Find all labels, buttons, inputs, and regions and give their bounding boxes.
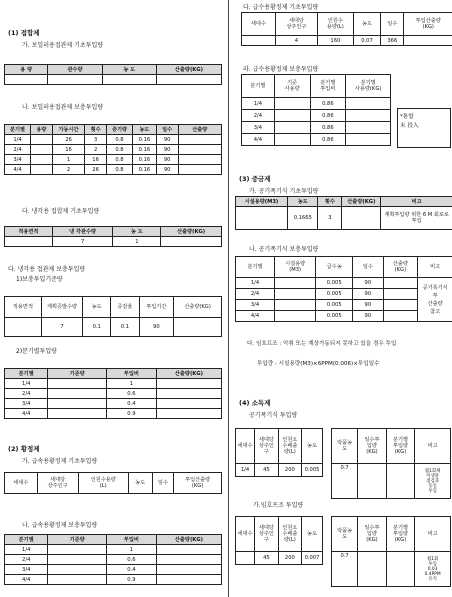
- table-cell: 0.7: [332, 464, 358, 499]
- table-header-cell: 세대당 상주인 구: [255, 429, 278, 464]
- table-header-cell: 농도: [302, 429, 323, 464]
- table-cell: [48, 399, 107, 409]
- table-cell: [178, 135, 221, 145]
- table-cell: [178, 155, 221, 165]
- table-header-cell: 기준 사용량: [274, 75, 310, 98]
- table-row: [5, 135, 222, 145]
- table-row: [5, 409, 222, 419]
- table-row: [236, 464, 323, 477]
- table-cell: [48, 565, 107, 575]
- table-cell: 0.86: [310, 98, 346, 110]
- table-header-cell: 세대수: [5, 473, 38, 494]
- table-header-cell: 증기량: [106, 125, 132, 135]
- table-header-cell: 분기별: [5, 535, 48, 545]
- table-header-cell: 증감율: [111, 297, 139, 318]
- table-row: [5, 399, 222, 409]
- table-cell: [5, 237, 53, 247]
- table-cell: [274, 110, 310, 122]
- table-cell: 90: [353, 289, 383, 300]
- table-11-header: [236, 257, 452, 278]
- table-2: [4, 124, 222, 175]
- section-2a-title: 가. 급속용황정제 기초투입량: [22, 458, 98, 465]
- table-cell: [383, 311, 418, 322]
- table-row: [5, 237, 222, 247]
- table-cell: [48, 409, 107, 419]
- table-9: [241, 74, 391, 146]
- table-cell: 366: [381, 36, 404, 46]
- table-cell: 90: [353, 278, 383, 289]
- table-row: [5, 389, 222, 399]
- table-6: [4, 472, 222, 494]
- table-1-header: [5, 65, 222, 75]
- table-row: [332, 464, 451, 499]
- table-4: [4, 296, 222, 337]
- table-cell: 200: [278, 552, 301, 565]
- table-cell: [48, 389, 107, 399]
- table-5: [4, 368, 222, 419]
- table-header-cell: 기준량: [48, 535, 107, 545]
- section-a-title: 다. 급수용황정제 기초투입량: [243, 4, 319, 11]
- table-cell: 0.16: [132, 145, 156, 155]
- table-header-cell: 세대당 상주인구: [37, 473, 78, 494]
- table-7-header: [5, 535, 222, 545]
- table-cell: 0.8: [106, 165, 132, 175]
- table-header-cell: 세대수: [236, 429, 255, 464]
- table-row: [242, 134, 391, 146]
- section-4b-title: 가.임호프조 투입량: [253, 502, 304, 509]
- table-cell: [48, 379, 107, 389]
- table-cell: [242, 36, 276, 46]
- table-row: [5, 575, 222, 585]
- table-cell: 3/4: [242, 122, 275, 134]
- table-cell: 1/4: [236, 278, 275, 289]
- table-header-cell: 산출량 (KG): [383, 257, 418, 278]
- table-header-cell: 산출량(KG): [156, 65, 221, 75]
- table-header-cell: 탁품농 도: [332, 517, 358, 552]
- table-header-cell: 산출량: [178, 125, 221, 135]
- table-header-cell: 농도: [128, 473, 152, 494]
- section-3c-formula: 투입량 : 시설용량(M3)×6PPM(0.006)×투입일수: [257, 361, 380, 367]
- table-header-cell: 비고: [418, 257, 452, 278]
- table-header-cell: 세대당 상주인 구: [255, 517, 278, 552]
- table-cell: 0.005: [316, 289, 353, 300]
- table-cell: [346, 122, 391, 134]
- table-cell: 0.16: [132, 135, 156, 145]
- table-header-cell: 일수투 입량 (KG): [358, 429, 387, 464]
- table-cell: [274, 122, 310, 134]
- table-header-cell: 냉 각관수량: [52, 227, 113, 237]
- table-cell: [236, 207, 288, 230]
- table-cell: 0.005: [316, 311, 353, 322]
- table-header-cell: 산출량(KG): [161, 227, 222, 237]
- table-cell: [346, 98, 391, 110]
- table-cell: [383, 289, 418, 300]
- table-cell: [346, 134, 391, 146]
- table-cell: [386, 464, 415, 499]
- table-cell: 4/4: [236, 311, 275, 322]
- table-cell: 2: [85, 145, 107, 155]
- table-cell: [156, 389, 221, 399]
- table-cell: 0.8: [106, 145, 132, 155]
- table-cell: 1/4: [236, 464, 255, 477]
- table-header-cell: 분기별 투입비: [310, 75, 346, 98]
- table-row: [5, 545, 222, 555]
- table-header-cell: 산출량(KG): [342, 197, 381, 207]
- table-cell: [31, 165, 53, 175]
- table-header-cell: 일수: [381, 13, 404, 36]
- table-cell: [48, 575, 107, 585]
- table-header-cell: 투입산출량 (KG): [404, 13, 452, 36]
- table-cell: [236, 552, 255, 565]
- table-header-cell: 농도: [132, 125, 156, 135]
- table-cell: 4/4: [5, 409, 48, 419]
- table-header-cell: 가동시간: [52, 125, 85, 135]
- table-cell: 0.1: [111, 318, 139, 337]
- table-row: [5, 565, 222, 575]
- table-4-header: [5, 297, 222, 318]
- table-header-cell: 인원오 수배출 량(L): [278, 429, 301, 464]
- table-header-cell: 분기별 투입량 (KG): [386, 429, 415, 464]
- table-header-cell: 농도: [288, 197, 318, 207]
- table-cell: 45: [255, 552, 278, 565]
- table-header-cell: 세대수: [242, 13, 276, 36]
- table-cell: [346, 110, 391, 122]
- table-cell: [274, 98, 310, 110]
- section-4-title: (4) 소독제: [239, 399, 271, 407]
- table-cell: [48, 545, 107, 555]
- table-cell: 7: [52, 237, 113, 247]
- table-row: [332, 552, 451, 587]
- section-1b-title: 나. 보일러용접관제 보충투입량: [22, 104, 104, 111]
- table-13b-header: [332, 517, 451, 552]
- table-header-cell: 분기별: [242, 75, 275, 98]
- section-1a-title: 가. 보일러용접관제 기초투입량: [22, 42, 104, 49]
- table-cell: 1/4: [5, 135, 31, 145]
- section-1c-title: 다. 냉각용 접합제 기초투입량: [22, 208, 100, 215]
- table-11-note: 공기폭기식 투 산출량 참고: [418, 278, 452, 322]
- table-cell: 1/4: [242, 98, 275, 110]
- table-cell: [156, 575, 221, 585]
- table-cell: [156, 379, 221, 389]
- right-column: [231, 0, 452, 597]
- section-1-title: (1) 접합제: [8, 29, 40, 37]
- table-cell: 4: [275, 36, 317, 46]
- table-cell: 1: [52, 155, 85, 165]
- table-2-header: [5, 125, 222, 135]
- table-header-cell: 용량: [31, 125, 53, 135]
- table-cell: [275, 311, 316, 322]
- table-header-cell: 시설용량(M3): [236, 197, 288, 207]
- table-cell: [178, 145, 221, 155]
- table-cell: 0.86: [310, 110, 346, 122]
- table-header-cell: 비고: [415, 517, 451, 552]
- table-cell: 0.07: [353, 36, 380, 46]
- table-header-cell: 관수량: [48, 65, 102, 75]
- table-cell: 0.005: [316, 278, 353, 289]
- table-3: [4, 226, 222, 247]
- table-cell: 0.9: [106, 409, 156, 419]
- section-2b-title: 나. 급속용황정제 보충투입량: [22, 522, 98, 529]
- section-1d1-title: 1)보충투입기준량: [16, 276, 63, 283]
- table-header-cell: 분기별 투입량 (KG): [386, 517, 415, 552]
- table-13b: [331, 516, 451, 587]
- table-cell: 26: [52, 135, 85, 145]
- table-cell: 0.86: [310, 122, 346, 134]
- table-7: [4, 534, 222, 585]
- table-cell: [156, 545, 221, 555]
- table-9-header: [242, 75, 391, 98]
- table-cell: [383, 300, 418, 311]
- table-cell: 3/4: [5, 565, 48, 575]
- table-header-cell: 인원오 수배출 량(L): [278, 517, 301, 552]
- table-row: [5, 379, 222, 389]
- table-header-cell: 적용면적: [5, 227, 53, 237]
- table-cell: [275, 278, 316, 289]
- table-cell: [161, 237, 222, 247]
- table-row: [242, 110, 391, 122]
- table-cell: 200: [278, 464, 301, 477]
- section-2-title: (2) 황정제: [8, 445, 40, 453]
- table-row: [242, 122, 391, 134]
- table-10: [235, 196, 452, 230]
- table-cell: 0.6: [106, 555, 156, 565]
- table-cell: 0.4: [106, 399, 156, 409]
- table-header-cell: 투입비: [106, 369, 156, 379]
- table-12b-header: [332, 429, 451, 464]
- section-3a-title: 가. 공기폭기식 기초투입량: [249, 188, 319, 195]
- table-header-cell: 급수농: [316, 257, 353, 278]
- table-header-cell: 분기별: [5, 125, 31, 135]
- table-cell: [275, 289, 316, 300]
- table-cell: [48, 555, 107, 565]
- column-divider: [228, 0, 229, 597]
- table-13: [235, 516, 323, 565]
- table-cell: 3/4: [236, 300, 275, 311]
- table-cell: [174, 318, 222, 337]
- table-cell: 90: [156, 135, 178, 145]
- table-cell: 0.007: [302, 552, 323, 565]
- table-header-cell: 인원수 용량(L): [317, 13, 353, 36]
- table-cell: 0.16: [132, 165, 156, 175]
- table-1: [4, 64, 222, 85]
- table-header-cell: 분기별: [5, 369, 48, 379]
- table-header-cell: 기준량: [48, 369, 107, 379]
- table-cell: [386, 552, 415, 587]
- section-b-title: 라. 급수용황정제 보충투입량: [243, 66, 319, 73]
- table-header-cell: 용 량: [5, 65, 48, 75]
- table-header-cell: 횟수: [85, 125, 107, 135]
- table-cell: 1/4: [5, 379, 48, 389]
- table-cell: [156, 399, 221, 409]
- table-cell: 90: [156, 165, 178, 175]
- table-cell: 26: [85, 165, 107, 175]
- table-cell: 3: [318, 207, 342, 230]
- table-6-header: [5, 473, 222, 494]
- table-row: [5, 318, 222, 337]
- table-cell: 1: [106, 379, 156, 389]
- table-header-cell: 탁품농 도: [332, 429, 358, 464]
- table-cell: 160: [317, 36, 353, 46]
- table-header-cell: 산출량(KG): [156, 369, 221, 379]
- table-cell: [274, 134, 310, 146]
- table-8-header: [242, 13, 452, 36]
- table-cell: [178, 165, 221, 175]
- table-13-header: [236, 517, 323, 552]
- section-4a-title: 공기폭기식 투입량: [249, 412, 298, 419]
- table-10-header: [236, 197, 452, 207]
- table-cell: 2/4: [236, 289, 275, 300]
- table-header-cell: 일수투 입량 (KG): [358, 517, 387, 552]
- table-cell: 2/4: [5, 555, 48, 565]
- table-cell: 0.1: [83, 318, 111, 337]
- table-12-header: [236, 429, 323, 464]
- table-header-cell: 농 도: [102, 65, 156, 75]
- table-cell: 0.86: [310, 134, 346, 146]
- table-cell: 4/4: [242, 134, 275, 146]
- section-3b-title: 나. 공기폭기식 보충투입량: [249, 246, 319, 253]
- table-cell: 2/4: [5, 389, 48, 399]
- table-cell: 90: [156, 145, 178, 155]
- table-cell: 3: [85, 135, 107, 145]
- table-cell: 0.8: [106, 135, 132, 145]
- table-header-cell: 농 도: [113, 227, 161, 237]
- table-cell: 90: [353, 311, 383, 322]
- table-header-cell: 농도: [302, 517, 323, 552]
- table-row: [242, 36, 452, 46]
- table-header-cell: 분기별: [236, 257, 275, 278]
- table-cell: [342, 207, 381, 230]
- table-3-header: [5, 227, 222, 237]
- table-row: [5, 75, 222, 85]
- table-header-cell: 투입산출량 (KG): [174, 473, 222, 494]
- table-header-cell: 세대당 상주인구: [275, 13, 317, 36]
- table-header-cell: 투입비: [106, 535, 156, 545]
- table-cell: 3/4: [5, 155, 31, 165]
- section-3-title: (3) 중금제: [239, 175, 271, 183]
- table-cell: 2/4: [5, 145, 31, 155]
- table-row: [5, 555, 222, 565]
- table-cell: [156, 409, 221, 419]
- table-cell: 계획투입량 위한 6 M 회로로 투입: [381, 207, 452, 230]
- table-cell: 90: [353, 300, 383, 311]
- table-cell: [156, 565, 221, 575]
- section-1d-title: 다. 냉각용 접관제 보충투입량: [8, 266, 86, 273]
- table-cell: 7: [41, 318, 82, 337]
- table-header-cell: 일수: [353, 257, 383, 278]
- table-cell: 3/4: [5, 399, 48, 409]
- section-3c-text: 다. 임호프조 : 악취 또는 계상가동되지 못하고 있을 경우 투입: [247, 341, 397, 347]
- table-cell: 0.7: [332, 552, 358, 587]
- table-row: [5, 145, 222, 155]
- table-cell: 16: [85, 155, 107, 165]
- table-cell: 45: [255, 464, 278, 477]
- table-header-cell: 농도: [353, 13, 380, 36]
- table-cell: 0.9: [106, 575, 156, 585]
- table-row: [236, 552, 323, 565]
- table-cell: [31, 145, 53, 155]
- table-cell: 90: [139, 318, 174, 337]
- table-cell: 0.1665: [288, 207, 318, 230]
- table-cell: 4/4: [5, 575, 48, 585]
- table-header-cell: 농도: [83, 297, 111, 318]
- table-cell: 월1회 투입 0.03 0.4PPM 유지: [415, 552, 451, 587]
- table-cell: 월1회체 미생물 점검과 동일 투입: [415, 464, 451, 499]
- table-cell: 0.4: [106, 565, 156, 575]
- table-header-cell: 비고: [381, 197, 452, 207]
- table-11: [235, 256, 452, 322]
- table-header-cell: 인원수용량 (L): [78, 473, 128, 494]
- table-header-cell: 횟수: [318, 197, 342, 207]
- table-cell: 0.6: [106, 389, 156, 399]
- table-header-cell: 산출량(KG): [156, 535, 221, 545]
- table-header-cell: 분기별 사용량(KG): [346, 75, 391, 98]
- table-cell: 1: [106, 545, 156, 555]
- table-cell: 0.005: [316, 300, 353, 311]
- table-header-cell: 시설용량 (M3): [275, 257, 316, 278]
- table-row: [236, 278, 452, 289]
- table-row: [236, 207, 452, 230]
- table-cell: [383, 278, 418, 289]
- table-cell: [5, 318, 42, 337]
- table-cell: 1: [113, 237, 161, 247]
- table-header-cell: 적용면적: [5, 297, 42, 318]
- table-header-cell: 일수: [152, 473, 174, 494]
- table-9-note: *통합 未 投入: [397, 108, 451, 148]
- section-1d2-title: 2)분기별투입량: [16, 348, 57, 355]
- table-cell: [358, 464, 387, 499]
- table-cell: [275, 300, 316, 311]
- table-row: [242, 98, 391, 110]
- table-cell: 90: [156, 155, 178, 165]
- table-row: [5, 165, 222, 175]
- table-8: [241, 12, 452, 46]
- table-cell: 0.005: [302, 464, 323, 477]
- table-header-cell: 투입기간: [139, 297, 174, 318]
- table-header-cell: 산출량(KG): [174, 297, 222, 318]
- table-cell: 2: [52, 165, 85, 175]
- table-header-cell: 일수: [156, 125, 178, 135]
- table-cell: 0.16: [132, 155, 156, 165]
- table-cell: [31, 155, 53, 165]
- table-12b: [331, 428, 451, 499]
- table-cell: 0.8: [106, 155, 132, 165]
- table-cell: [31, 135, 53, 145]
- table-cell: [156, 555, 221, 565]
- table-header-cell: 비고: [415, 429, 451, 464]
- table-cell: 1/4: [5, 545, 48, 555]
- table-header-cell: 계획증발수량: [41, 297, 82, 318]
- table-5-header: [5, 369, 222, 379]
- table-cell: 2/4: [242, 110, 275, 122]
- table-cell: [358, 552, 387, 587]
- table-cell: 4/4: [5, 165, 31, 175]
- table-cell: 16: [52, 145, 85, 155]
- table-12: [235, 428, 323, 477]
- table-row: [5, 155, 222, 165]
- table-header-cell: 세대수: [236, 517, 255, 552]
